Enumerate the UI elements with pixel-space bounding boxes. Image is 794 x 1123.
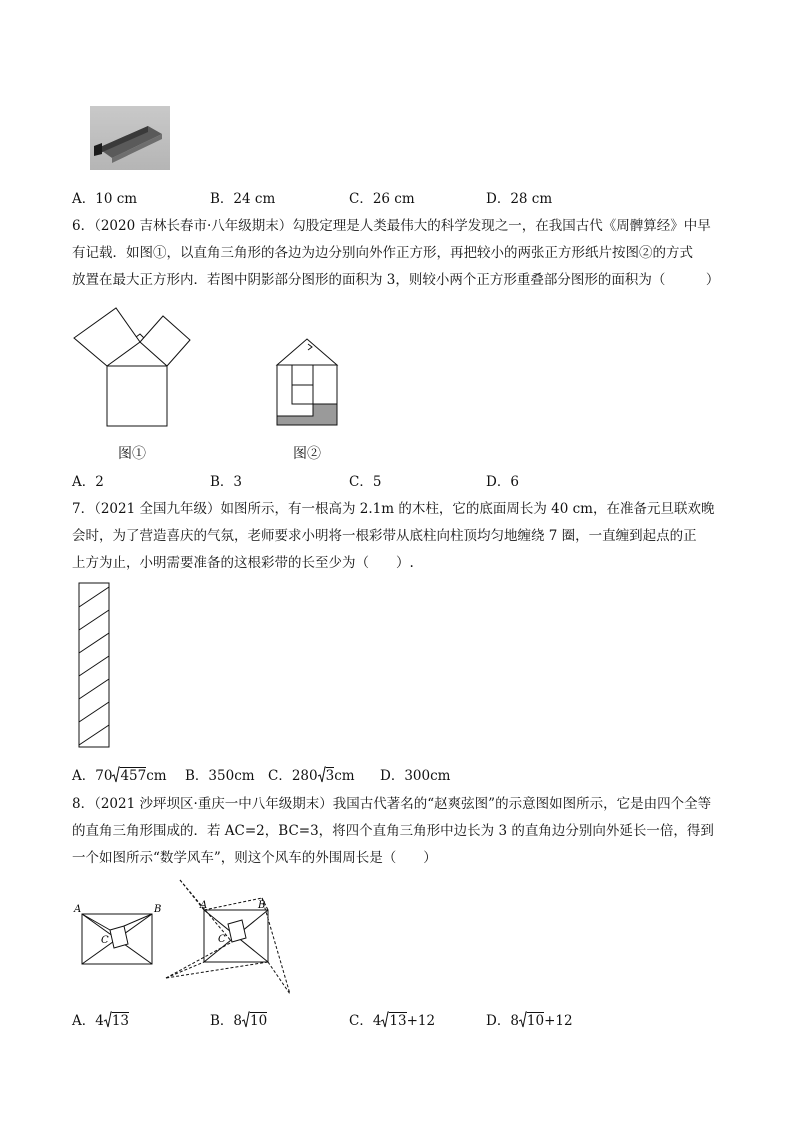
q6-option-d: D．6 (486, 474, 519, 490)
label-c: C (101, 935, 109, 946)
q6-option-b: B．3 (210, 474, 243, 490)
q8-figure-zhao-shuang (74, 900, 160, 970)
q8-option-a: A．4 13 (72, 1013, 130, 1029)
q7-option-a: A．70 457cm (72, 768, 167, 784)
sqrt-symbol (519, 1012, 527, 1029)
q6-option-c: C．5 (349, 474, 382, 490)
q6-figure-2-caption: 图② (293, 446, 321, 462)
q6-figure-1 (70, 300, 200, 430)
q8-figure-windmill (160, 876, 300, 996)
q8-line-3: 一个如图所示“数学风车”，则这个风车的外围周长是（ ） (72, 850, 437, 866)
q6-line-2: 有记载．如图①，以直角三角形的各边为边分别向外作正方形，再把较小的两张正方形纸片按图②的方式 (72, 245, 693, 261)
windmill-label-a: A (200, 900, 208, 911)
sqrt-symbol (318, 767, 326, 784)
q6-figure-1-caption: 图① (118, 446, 146, 462)
q5-option-a: A．10 cm (72, 191, 138, 207)
q8-option-b: B．8 10 (210, 1013, 268, 1029)
q8-option-d: D．8 10+12 (486, 1013, 573, 1029)
q7-line-1: 7．（2021 全国九年级）如图所示，有一根高为 2.1m 的木柱，它的底面周长为 40 cm，在准备元旦联欢晚 (72, 501, 715, 517)
q8-line-2: 的直角三角形围成的．若 AC=2，BC=3，将四个直角三角形中边长为 3 的直角边分别向外延长一倍，得到 (72, 823, 714, 839)
q6-line-3: 放置在最大正方形内．若图中阴影部分图形的面积为 3，则较小两个正方形重叠部分图形的面积为（ ） (72, 272, 720, 288)
q7-option-b: B．350cm (185, 768, 255, 784)
q7-option-c: C．280 3cm (268, 768, 355, 784)
sqrt-symbol (242, 1012, 250, 1029)
q7-option-d: D．300cm (380, 768, 451, 784)
q6-option-a: A．2 (72, 474, 104, 490)
label-a: A (74, 904, 82, 915)
sqrt-symbol (381, 1012, 389, 1029)
q5-option-b: B．24 cm (210, 191, 276, 207)
q8-option-c: C．4 13+12 (349, 1013, 436, 1029)
sqrt-symbol (104, 1012, 112, 1029)
q7-line-2: 会时，为了营造喜庆的气氛，老师要求小明将一根彩带从底柱向柱顶均匀地缠绕 7 圈，一直缠到起点的正 (72, 528, 697, 544)
label-b: B (154, 904, 162, 915)
q7-column-figure (78, 582, 112, 752)
q7-line-3: 上方为止，小明需要准备的这根彩带的长至少为（ ）. (72, 555, 414, 571)
q6-figure-2 (270, 335, 350, 435)
windmill-label-b: B (258, 900, 266, 911)
q5-option-d: D．28 cm (486, 191, 553, 207)
sqrt-symbol (112, 767, 120, 784)
q8-line-1: 8．（2021 沙坪坝区·重庆一中八年级期末）我国古代著名的“赵爽弦图”的示意图如图所示，它是由四个全等 (72, 796, 712, 812)
matchbox-photo (90, 106, 170, 170)
windmill-label-c: C (218, 934, 226, 945)
q6-line-1: 6．（2020 吉林长春市·八年级期末）勾股定理是人类最伟大的科学发现之一，在我国古代《周髀算经》中早 (72, 218, 711, 234)
q5-option-c: C．26 cm (349, 191, 415, 207)
